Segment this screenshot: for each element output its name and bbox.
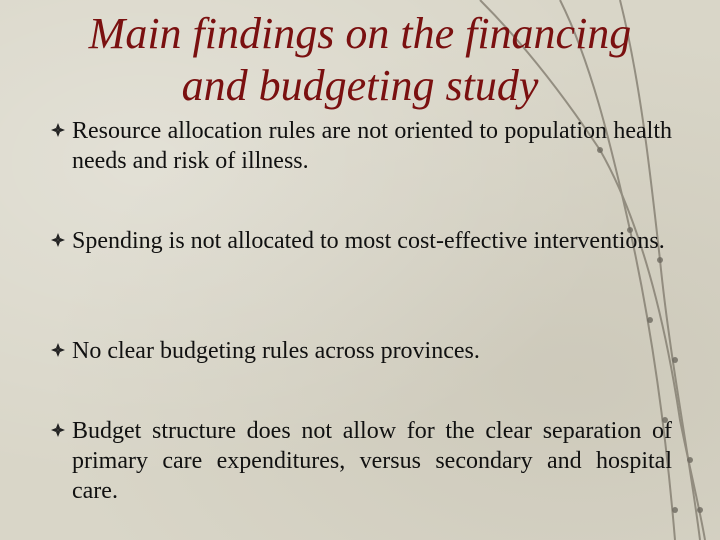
- slide-title-line-2: and budgeting study: [181, 61, 539, 110]
- diamond-leaf-icon: [50, 422, 66, 438]
- bullet-text: Resource allocation rules are not oriented to population health needs and risk of illness.: [72, 118, 672, 174]
- diamond-leaf-icon: [50, 122, 66, 138]
- bullet-text: No clear budgeting rules across provinces.: [72, 338, 480, 364]
- diamond-leaf-icon: [50, 342, 66, 358]
- slide-title-line-1: Main findings on the financing: [88, 9, 632, 58]
- bullet-text: Spending is not allocated to most cost-effective interventions.: [72, 228, 665, 254]
- bullet-text: Budget structure does not allow for the clear separation of primary care expenditures, versus secondary and hospital care.: [72, 418, 672, 504]
- diamond-leaf-icon: [50, 232, 66, 248]
